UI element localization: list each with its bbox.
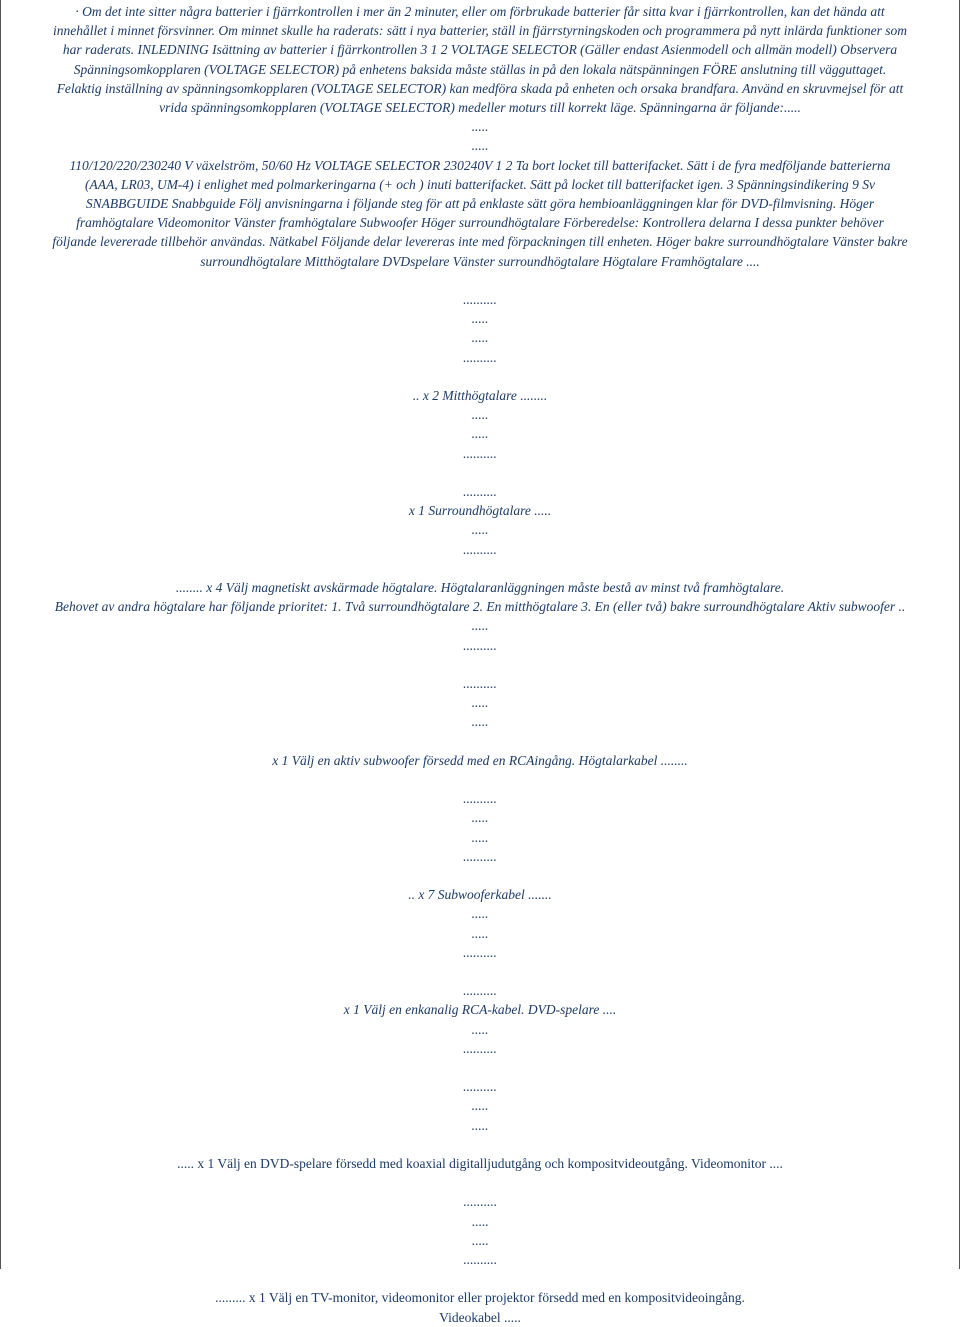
text-line: surroundhögtalare Mitthögtalare DVDspelare Vänster surroundhögtalare Högtalare Framhögtalare .... [200, 253, 760, 269]
text-line: ..... [471, 522, 489, 538]
text-line: Felaktig inställning av spänningsomkopplaren (VOLTAGE SELECTOR) kan medföra skada på enheten och orsaka brandfara. Använd en skruvmejsel för att [56, 80, 904, 96]
text-line: ..... [471, 1232, 489, 1248]
text-line: .. x 2 Mitthögtalare ........ [412, 388, 548, 403]
text-line: · Om det inte sitter några batterier i fjärrkontrollen i mer än 2 minuter, eller om förbrukade batterier får sitta kvar i fjärrkontrollen, kan det hända att [75, 4, 885, 19]
text-line: ..... [471, 426, 489, 442]
text-line: ......... x 1 Välj en TV-monitor, videomonitor eller projektor försedd med en kompositvideoingång. [215, 1290, 745, 1306]
text-line: ..... [471, 1213, 489, 1229]
text-line: .......... [463, 944, 497, 960]
text-line: x 1 Välj en enkanalig RCA-kabel. DVD-spelare .... [343, 1002, 617, 1018]
text-line: .......... [463, 292, 497, 307]
text-line: ..... [471, 138, 489, 154]
text-line: .......... [463, 1040, 497, 1056]
text-line: .......... [463, 848, 497, 864]
text-line: har raderats. INLEDNING Isättning av batterier i fjärrkontrollen 3 1 2 VOLTAGE SELECTOR (Gäller endast Asienmodell och allmän modell) Observera [62, 42, 898, 58]
text-line: ..... [471, 1117, 489, 1133]
text-line: .......... [463, 1252, 497, 1267]
text-line: Videokabel ..... [439, 1309, 521, 1325]
text-line: ........ x 4 Välj magnetiskt avskärmade högtalare. Högtalaranläggningen måste bestå av minst två framhögtalare. [175, 580, 785, 595]
text-line: framhögtalare Videomonitor Vänster framhögtalare Subwoofer Höger surroundhögtalare Förberedelse: Kontrollera delarna I dessa punkter behöver [76, 215, 884, 231]
text-line: x 1 Välj en aktiv subwoofer försedd med en RCAingång. Högtalarkabel ........ [272, 752, 688, 768]
text-line: .......... [463, 484, 497, 499]
text-line: .......... [463, 445, 497, 461]
text-line: ..... [471, 1098, 489, 1114]
text-line: Behovet av andra högtalare har följande prioritet: 1. Två surroundhögtalare 2. En mitthögtalare 3. En (eller två) bakre surroundhögtalare Aktiv subwoofer .. [54, 599, 906, 615]
text-line: följande levererade tillbehör användas. Nätkabel Följande delar levereras inte med förpackningen till enheten. Höger bakre surroundhögtalare Vänster bakre [52, 234, 908, 250]
text-line: (AAA, LR03, UM-4) i enlighet med polmarkeringarna (+ och ) inuti batterifacket. Sätt på locket till batterifacket igen. 3 Spänningsindikering 9 Sv [84, 176, 876, 192]
text-line: ..... [471, 695, 489, 711]
text-line: ..... [471, 810, 489, 826]
text-line: .. x 7 Subwooferkabel ....... [408, 887, 552, 903]
text-line: ..... [471, 1021, 489, 1037]
text-line: innehållet i minnet försvinner. Om minnet skulle ha raderats: sätt i nya batterier, ställ in fjärrstyrningskoden och programmera på nytt inlärda funktioner som [53, 23, 907, 39]
text-line: ..... [471, 829, 489, 845]
text-line: .......... [463, 541, 497, 557]
text-line: 110/120/220/230240 V växelström, 50/60 Hz VOLTAGE SELECTOR 230240V 1 2 Ta bort locket till batterifacket. Sätt i de fyra medföljande batterierna [69, 157, 891, 173]
text-line: ..... [471, 330, 489, 346]
text-line: Spänningsomkopplaren (VOLTAGE SELECTOR) på enhetens baksida måste ställas in på den lokala nätspänningen FÖRE anslutning till vägguttaget. [73, 61, 887, 77]
text-line: ..... [471, 925, 489, 941]
text-line: .......... [463, 637, 497, 653]
text-line: x 1 Surroundhögtalare ..... [408, 503, 552, 519]
text-line: ..... [471, 311, 489, 327]
text-line: ..... [471, 906, 489, 922]
text-line: ..... [471, 618, 489, 634]
text-line: .......... [463, 983, 497, 999]
text-line: SNABBGUIDE Snabbguide Följ anvisningarna i följande steg för att på enklaste sätt göra hembioanläggningen klar för DVD-filmvisning. Höger [85, 196, 875, 211]
text-line: ..... x 1 Välj en DVD-spelare försedd med koaxial digitalljudutgång och kompositvideoutgång. Videomonitor .... [177, 1156, 783, 1171]
text-line: ..... [471, 714, 489, 730]
text-line: .......... [463, 676, 497, 691]
text-line: ..... [471, 119, 489, 135]
text-line: .......... [463, 1194, 497, 1210]
text-line: .......... [463, 1079, 497, 1095]
text-line: .......... [463, 349, 497, 365]
text-line: ..... [471, 407, 489, 423]
text-line: vrida spänningsomkopplaren (VOLTAGE SELECTOR) medeller moturs till korrekt läge. Spänningarna är följande:..... [159, 100, 801, 115]
text-line: .......... [463, 791, 497, 807]
